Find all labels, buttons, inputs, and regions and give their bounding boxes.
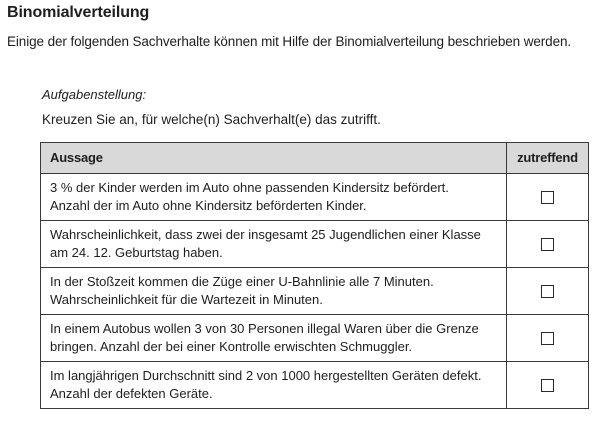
checkbox-4[interactable]	[541, 332, 554, 345]
checkbox-3[interactable]	[541, 285, 554, 298]
table-row	[41, 221, 589, 268]
checkbox-cell	[507, 362, 589, 409]
statements-table	[40, 142, 589, 409]
checkbox-1[interactable]	[541, 191, 554, 204]
statement-cell	[41, 315, 507, 362]
header-zutreffend: zutreffend	[507, 143, 589, 174]
statement-line: Anzahl der im Auto ohne Kindersitz beförderten Kinder.	[50, 198, 367, 213]
table-row	[41, 315, 589, 362]
table-header-row	[41, 143, 589, 174]
statement-line: In der Stoßzeit kommen die Züge einer U-Bahnlinie alle 7 Minuten.	[50, 274, 434, 289]
statement-line: Wahrscheinlichkeit für die Wartezeit in Minuten.	[50, 292, 323, 307]
checkbox-cell	[507, 268, 589, 315]
checkbox-cell	[507, 315, 589, 362]
statement-line: Wahrscheinlichkeit, dass zwei der insgesamt 25 Jugendlichen einer Klasse	[50, 227, 481, 242]
checkbox-cell	[507, 174, 589, 221]
statement-line: Anzahl der defekten Geräte.	[50, 386, 213, 401]
task-label: Aufgabenstellung:	[42, 87, 147, 102]
statement-line: Im langjährigen Durchschnitt sind 2 von 1000 hergestellten Geräten defekt.	[50, 368, 482, 383]
table-row	[41, 268, 589, 315]
header-aussage: Aussage	[41, 143, 507, 174]
statement-line: bringen. Anzahl der bei einer Kontrolle erwischten Schmuggler.	[50, 339, 413, 354]
table-row	[41, 362, 589, 409]
checkbox-5[interactable]	[541, 379, 554, 392]
table-row	[41, 174, 589, 221]
intro-text: Einige der folgenden Sachverhalte können mit Hilfe der Binomialverteilung beschrieben werden.	[7, 34, 572, 49]
checkbox-2[interactable]	[541, 238, 554, 251]
statement-cell	[41, 362, 507, 409]
statement-line: am 24. 12. Geburtstag haben.	[50, 245, 223, 260]
statement-line: In einem Autobus wollen 3 von 30 Personen illegal Waren über die Grenze	[50, 321, 479, 336]
checkbox-cell	[507, 221, 589, 268]
task-instruction: Kreuzen Sie an, für welche(n) Sachverhalt(e) das zutrifft.	[42, 112, 381, 127]
statement-cell	[41, 174, 507, 221]
page-title: Binomialverteilung	[7, 4, 150, 21]
statement-line: 3 % der Kinder werden im Auto ohne passenden Kindersitz befördert.	[50, 180, 449, 195]
statement-cell	[41, 268, 507, 315]
statement-cell	[41, 221, 507, 268]
